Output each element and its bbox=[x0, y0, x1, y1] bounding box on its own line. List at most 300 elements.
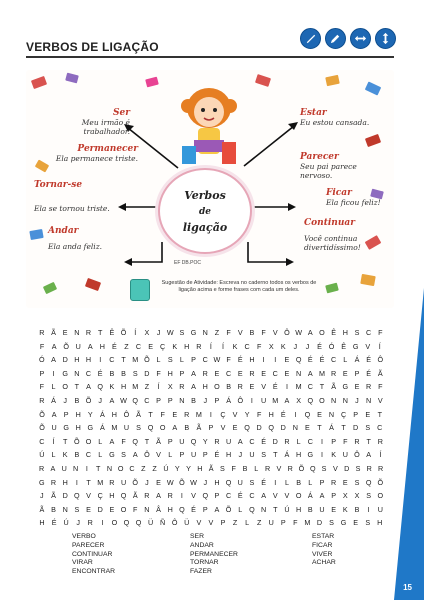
grid-letter[interactable]: Ô bbox=[354, 450, 360, 460]
grid-letter[interactable]: H bbox=[377, 518, 383, 528]
grid-letter[interactable]: R bbox=[144, 491, 150, 501]
grid-letter[interactable]: H bbox=[296, 450, 302, 460]
grid-letter[interactable]: I bbox=[209, 409, 212, 419]
grid-letter[interactable]: Ú bbox=[39, 450, 45, 460]
grid-letter[interactable]: N bbox=[202, 328, 208, 337]
grid-letter[interactable]: T bbox=[62, 436, 68, 446]
grid-letter[interactable]: E bbox=[331, 504, 337, 514]
grid-letter[interactable]: U bbox=[319, 504, 325, 514]
grid-letter[interactable]: E bbox=[342, 368, 348, 378]
grid-letter[interactable]: Ã bbox=[196, 423, 202, 433]
grid-letter[interactable]: Q bbox=[74, 491, 80, 501]
grid-letter[interactable]: J bbox=[40, 491, 44, 501]
grid-letter[interactable]: T bbox=[366, 436, 371, 446]
grid-letter[interactable]: C bbox=[331, 355, 337, 365]
grid-letter[interactable]: R bbox=[264, 463, 271, 473]
grid-letter[interactable]: T bbox=[74, 382, 80, 392]
grid-letter[interactable]: P bbox=[331, 491, 337, 501]
grid-letter[interactable]: A bbox=[237, 436, 243, 446]
grid-letter[interactable]: T bbox=[144, 436, 150, 446]
grid-letter[interactable]: A bbox=[366, 450, 372, 460]
grid-letter[interactable]: N bbox=[292, 423, 298, 433]
grid-letter[interactable]: N bbox=[328, 409, 335, 419]
grid-letter[interactable]: T bbox=[148, 409, 153, 419]
grid-letter[interactable]: C bbox=[307, 436, 313, 446]
grid-letter[interactable]: E bbox=[148, 341, 153, 351]
grid-letter[interactable]: Ô bbox=[237, 395, 244, 405]
grid-letter[interactable]: P bbox=[214, 395, 220, 405]
grid-letter[interactable]: Ã bbox=[377, 368, 383, 378]
grid-letter[interactable]: Ã bbox=[208, 463, 214, 473]
grid-letter[interactable]: Ô bbox=[171, 518, 178, 528]
grid-letter[interactable]: H bbox=[214, 477, 220, 487]
grid-letter[interactable]: F bbox=[378, 328, 383, 337]
grid-letter[interactable]: J bbox=[293, 341, 298, 351]
grid-letter[interactable]: U bbox=[225, 436, 232, 446]
grid-letter[interactable]: Q bbox=[123, 518, 130, 528]
grid-letter[interactable]: Ô bbox=[284, 328, 290, 337]
grid-letter[interactable]: J bbox=[203, 477, 208, 487]
grid-letter[interactable]: I bbox=[294, 409, 297, 419]
grid-letter[interactable]: V bbox=[86, 491, 91, 501]
grid-letter[interactable]: L bbox=[179, 355, 184, 365]
grid-letter[interactable]: Y bbox=[174, 463, 180, 473]
grid-letter[interactable]: A bbox=[51, 409, 57, 419]
grid-letter[interactable]: V bbox=[208, 518, 214, 528]
grid-letter[interactable]: D bbox=[97, 504, 103, 514]
grid-letter[interactable]: K bbox=[342, 504, 348, 514]
grid-letter[interactable]: I bbox=[99, 355, 102, 365]
grid-letter[interactable]: Ê bbox=[109, 328, 115, 337]
grid-letter[interactable]: V bbox=[272, 328, 278, 337]
grid-letter[interactable]: X bbox=[268, 341, 274, 351]
grid-letter[interactable]: Ú bbox=[63, 518, 69, 528]
grid-letter[interactable]: H bbox=[268, 409, 274, 419]
grid-letter[interactable]: D bbox=[62, 491, 68, 501]
grid-letter[interactable]: E bbox=[284, 355, 290, 365]
grid-letter[interactable]: E bbox=[342, 477, 348, 487]
grid-letter[interactable]: A bbox=[51, 341, 57, 351]
grid-letter[interactable]: M bbox=[97, 477, 104, 487]
grid-letter[interactable]: H bbox=[225, 450, 232, 460]
grid-letter[interactable]: B bbox=[191, 395, 196, 405]
grid-letter[interactable]: L bbox=[98, 450, 103, 460]
grid-letter[interactable]: Q bbox=[249, 504, 255, 514]
grid-letter[interactable]: Ã bbox=[39, 504, 45, 514]
grid-letter[interactable]: R bbox=[287, 463, 293, 473]
grid-letter[interactable]: P bbox=[39, 368, 45, 378]
grid-letter[interactable]: B bbox=[109, 368, 115, 378]
grid-letter[interactable]: W bbox=[295, 328, 303, 337]
grid-letter[interactable]: L bbox=[168, 450, 173, 460]
grid-letter[interactable]: P bbox=[208, 423, 214, 433]
grid-letter[interactable]: É bbox=[191, 504, 196, 514]
grid-letter[interactable]: O bbox=[117, 463, 124, 473]
grid-letter[interactable]: J bbox=[145, 477, 149, 487]
grid-letter[interactable]: Z bbox=[256, 518, 262, 528]
grid-letter[interactable]: A bbox=[87, 341, 93, 351]
grid-letter[interactable]: S bbox=[249, 477, 255, 487]
grid-letter[interactable]: S bbox=[329, 518, 334, 528]
grid-letter[interactable]: Z bbox=[214, 328, 220, 337]
grid-letter[interactable]: L bbox=[156, 355, 161, 365]
grid-letter[interactable]: K bbox=[331, 450, 337, 460]
grid-letter[interactable]: U bbox=[377, 504, 383, 514]
grid-letter[interactable]: Õ bbox=[120, 328, 127, 337]
grid-letter[interactable]: S bbox=[355, 463, 361, 473]
grid-letter[interactable]: C bbox=[272, 368, 278, 378]
grid-letter[interactable]: V bbox=[284, 491, 290, 501]
grid-letter[interactable]: H bbox=[249, 355, 255, 365]
grid-letter[interactable]: É bbox=[319, 355, 325, 365]
grid-letter[interactable]: N bbox=[331, 395, 337, 405]
grid-letter[interactable]: Y bbox=[202, 436, 208, 446]
grid-letter[interactable]: H bbox=[75, 423, 81, 433]
grid-letter[interactable]: Ã bbox=[132, 491, 138, 501]
grid-letter[interactable]: W bbox=[120, 395, 127, 405]
grid-letter[interactable]: R bbox=[196, 341, 202, 351]
grid-letter[interactable]: P bbox=[280, 518, 286, 528]
grid-letter[interactable]: É bbox=[366, 368, 372, 378]
grid-letter[interactable]: Ç bbox=[97, 491, 103, 501]
grid-letter[interactable]: Õ bbox=[74, 436, 80, 446]
grid-letter[interactable]: Õ bbox=[298, 463, 305, 473]
grid-letter[interactable]: É bbox=[307, 355, 313, 365]
grid-letter[interactable]: É bbox=[280, 409, 286, 419]
grid-letter[interactable]: Z bbox=[141, 463, 146, 473]
grid-letter[interactable]: Z bbox=[232, 518, 238, 528]
grid-letter[interactable]: E bbox=[353, 518, 359, 528]
grid-letter[interactable]: C bbox=[109, 355, 115, 365]
grid-letter[interactable]: R bbox=[39, 395, 45, 405]
grid-letter[interactable]: J bbox=[355, 395, 359, 405]
grid-letter[interactable]: Í bbox=[209, 341, 212, 351]
grid-letter[interactable]: E bbox=[172, 409, 178, 419]
grid-letter[interactable]: Õ bbox=[225, 504, 232, 514]
grid-letter[interactable]: O bbox=[295, 491, 302, 501]
grid-letter[interactable]: Á bbox=[284, 450, 290, 460]
grid-letter[interactable]: K bbox=[62, 450, 68, 460]
grid-letter[interactable]: Q bbox=[132, 395, 138, 405]
grid-letter[interactable]: W bbox=[166, 328, 174, 337]
grid-letter[interactable]: Õ bbox=[39, 423, 45, 433]
grid-letter[interactable]: T bbox=[95, 463, 101, 473]
grid-letter[interactable]: E bbox=[237, 368, 243, 378]
grid-letter[interactable]: R bbox=[184, 409, 190, 419]
grid-letter[interactable]: Q bbox=[132, 436, 138, 446]
grid-letter[interactable]: R bbox=[249, 368, 255, 378]
grid-letter[interactable]: E bbox=[214, 368, 220, 378]
grid-letter[interactable]: O bbox=[159, 423, 166, 433]
grid-letter[interactable]: C bbox=[307, 382, 313, 392]
grid-letter[interactable]: R bbox=[354, 436, 360, 446]
grid-letter[interactable]: P bbox=[220, 518, 226, 528]
grid-letter[interactable]: N bbox=[342, 395, 348, 405]
grid-letter[interactable]: O bbox=[319, 328, 325, 337]
grid-letter[interactable]: Õ bbox=[63, 341, 69, 351]
grid-letter[interactable]: S bbox=[74, 504, 80, 514]
grid-letter[interactable]: P bbox=[191, 355, 196, 365]
grid-letter[interactable]: F bbox=[160, 409, 165, 419]
grid-letter[interactable]: A bbox=[109, 395, 115, 405]
grid-letter[interactable]: H bbox=[202, 382, 208, 392]
grid-letter[interactable]: K bbox=[109, 382, 115, 392]
grid-letter[interactable]: E bbox=[305, 423, 310, 433]
grid-letter[interactable]: Õ bbox=[132, 477, 138, 487]
grid-letter[interactable]: L bbox=[98, 436, 103, 446]
grid-letter[interactable]: Ç bbox=[160, 341, 166, 351]
grid-letter[interactable]: L bbox=[296, 436, 301, 446]
grid-letter[interactable]: U bbox=[190, 450, 197, 460]
grid-letter[interactable]: H bbox=[109, 491, 115, 501]
grid-letter[interactable]: R bbox=[377, 463, 384, 473]
grid-letter[interactable]: B bbox=[296, 477, 302, 487]
grid-letter[interactable]: H bbox=[120, 382, 127, 392]
grid-letter[interactable]: F bbox=[343, 436, 348, 446]
grid-letter[interactable]: H bbox=[39, 518, 45, 528]
grid-letter[interactable]: Q bbox=[147, 423, 154, 433]
grid-letter[interactable]: É bbox=[237, 355, 243, 365]
grid-letter[interactable]: É bbox=[112, 341, 117, 351]
grid-letter[interactable]: É bbox=[261, 477, 266, 487]
grid-letter[interactable]: A bbox=[156, 491, 161, 501]
grid-letter[interactable]: R bbox=[237, 382, 243, 392]
grid-letter[interactable]: B bbox=[121, 368, 126, 378]
grid-letter[interactable]: Y bbox=[87, 409, 93, 419]
grid-letter[interactable]: Z bbox=[152, 463, 157, 473]
grid-letter[interactable]: N bbox=[179, 395, 185, 405]
grid-letter[interactable]: I bbox=[320, 450, 323, 460]
grid-letter[interactable]: F bbox=[39, 341, 45, 351]
grid-letter[interactable]: S bbox=[321, 463, 327, 473]
grid-letter[interactable]: D bbox=[316, 518, 323, 528]
grid-letter[interactable]: Õ bbox=[144, 355, 150, 365]
grid-letter[interactable]: F bbox=[261, 328, 266, 337]
grid-letter[interactable]: A bbox=[261, 491, 266, 501]
grid-letter[interactable]: L bbox=[308, 477, 313, 487]
grid-letter[interactable]: C bbox=[85, 450, 92, 460]
grid-letter[interactable]: L bbox=[254, 463, 259, 473]
grid-letter[interactable]: P bbox=[167, 395, 173, 405]
grid-letter[interactable]: L bbox=[343, 355, 348, 365]
grid-letter[interactable]: Ê bbox=[331, 328, 337, 337]
grid-letter[interactable]: E bbox=[86, 504, 91, 514]
grid-letter[interactable]: R bbox=[284, 436, 290, 446]
grid-letter[interactable]: N bbox=[72, 463, 79, 473]
grid-letter[interactable]: G bbox=[352, 341, 359, 351]
grid-letter[interactable]: C bbox=[129, 463, 135, 473]
grid-letter[interactable]: C bbox=[244, 341, 250, 351]
grid-letter[interactable]: V bbox=[377, 395, 383, 405]
grid-letter[interactable]: G bbox=[109, 450, 115, 460]
grid-letter[interactable]: C bbox=[225, 368, 232, 378]
grid-letter[interactable]: Q bbox=[268, 423, 275, 433]
grid-letter[interactable]: K bbox=[280, 341, 286, 351]
grid-letter[interactable]: W bbox=[166, 477, 174, 487]
grid-letter[interactable]: G bbox=[39, 477, 45, 487]
grid-letter[interactable]: T bbox=[319, 382, 325, 392]
grid-letter[interactable]: C bbox=[366, 328, 372, 337]
grid-letter[interactable]: É bbox=[261, 436, 266, 446]
grid-letter[interactable]: J bbox=[98, 395, 102, 405]
grid-letter[interactable]: T bbox=[121, 355, 126, 365]
grid-letter[interactable]: R bbox=[85, 328, 92, 337]
grid-letter[interactable]: I bbox=[367, 504, 370, 514]
grid-letter[interactable]: M bbox=[132, 355, 139, 365]
grid-letter[interactable]: E bbox=[317, 409, 322, 419]
grid-letter[interactable]: R bbox=[39, 328, 45, 337]
grid-letter[interactable]: Á bbox=[307, 491, 313, 501]
grid-letter[interactable]: T bbox=[273, 450, 278, 460]
grid-letter[interactable]: U bbox=[237, 477, 243, 487]
grid-letter[interactable]: H bbox=[99, 341, 105, 351]
grid-letter[interactable]: D bbox=[272, 436, 278, 446]
grid-letter[interactable]: H bbox=[75, 409, 81, 419]
grid-letter[interactable]: P bbox=[202, 504, 208, 514]
grid-letter[interactable]: E bbox=[365, 409, 371, 419]
grid-letter[interactable]: O bbox=[377, 491, 384, 501]
grid-letter[interactable]: O bbox=[111, 518, 118, 528]
grid-letter[interactable]: O bbox=[120, 504, 127, 514]
grid-letter[interactable]: G bbox=[190, 328, 197, 337]
grid-letter[interactable]: H bbox=[74, 355, 80, 365]
grid-letter[interactable]: É bbox=[317, 341, 322, 351]
grid-letter[interactable]: S bbox=[354, 477, 360, 487]
grid-letter[interactable]: V bbox=[276, 463, 282, 473]
grid-letter[interactable]: É bbox=[97, 368, 103, 378]
grid-letter[interactable]: O bbox=[214, 382, 220, 392]
grid-letter[interactable]: D bbox=[144, 368, 150, 378]
grid-letter[interactable]: R bbox=[202, 368, 208, 378]
grid-letter[interactable]: J bbox=[203, 395, 208, 405]
grid-letter[interactable]: C bbox=[202, 355, 208, 365]
grid-letter[interactable]: Õ bbox=[39, 409, 45, 419]
grid-letter[interactable]: Í bbox=[157, 382, 160, 392]
grid-letter[interactable]: T bbox=[86, 477, 91, 487]
grid-letter[interactable]: E bbox=[62, 328, 68, 337]
grid-letter[interactable]: V bbox=[156, 450, 161, 460]
grid-letter[interactable]: Á bbox=[99, 409, 105, 419]
grid-letter[interactable]: I bbox=[274, 477, 277, 487]
grid-letter[interactable]: L bbox=[238, 504, 243, 514]
grid-letter[interactable]: B bbox=[249, 328, 255, 337]
grid-letter[interactable]: Á bbox=[51, 395, 56, 405]
grid-letter[interactable]: G bbox=[340, 518, 347, 528]
grid-letter[interactable]: E bbox=[261, 368, 266, 378]
grid-letter[interactable]: Q bbox=[120, 491, 127, 501]
grid-letter[interactable]: Ã bbox=[331, 382, 337, 392]
grid-letter[interactable]: I bbox=[180, 491, 183, 501]
grid-letter[interactable]: Õ bbox=[377, 477, 384, 487]
grid-letter[interactable]: D bbox=[344, 463, 350, 473]
grid-letter[interactable]: S bbox=[354, 328, 360, 337]
grid-letter[interactable]: K bbox=[172, 341, 178, 351]
grid-letter[interactable]: H bbox=[342, 328, 348, 337]
grid-letter[interactable]: T bbox=[273, 504, 278, 514]
grid-letter[interactable]: F bbox=[39, 382, 45, 392]
grid-letter[interactable]: U bbox=[249, 450, 255, 460]
grid-letter[interactable]: A bbox=[307, 368, 313, 378]
grid-letter[interactable]: G bbox=[63, 423, 69, 433]
grid-letter[interactable]: N bbox=[74, 328, 80, 337]
grid-letter[interactable]: K bbox=[232, 341, 238, 351]
grid-letter[interactable]: R bbox=[167, 491, 173, 501]
grid-letter[interactable]: S bbox=[136, 423, 141, 433]
grid-letter[interactable]: V bbox=[232, 409, 238, 419]
grid-letter[interactable]: B bbox=[354, 504, 360, 514]
grid-letter[interactable]: O bbox=[319, 395, 325, 405]
grid-letter[interactable]: Q bbox=[135, 518, 142, 528]
grid-letter[interactable]: H bbox=[85, 355, 92, 365]
grid-letter[interactable]: A bbox=[172, 423, 178, 433]
grid-letter[interactable]: A bbox=[50, 463, 56, 473]
grid-letter[interactable]: Q bbox=[97, 382, 103, 392]
grid-letter[interactable]: F bbox=[133, 504, 138, 514]
grid-letter[interactable]: C bbox=[135, 341, 142, 351]
grid-letter[interactable]: Õ bbox=[179, 477, 185, 487]
grid-letter[interactable]: N bbox=[74, 368, 80, 378]
grid-letter[interactable]: U bbox=[51, 423, 57, 433]
grid-letter[interactable]: I bbox=[75, 477, 78, 487]
grid-letter[interactable]: R bbox=[377, 436, 383, 446]
grid-letter[interactable]: Ç bbox=[220, 409, 226, 419]
grid-letter[interactable]: S bbox=[167, 355, 173, 365]
grid-letter[interactable]: H bbox=[111, 409, 117, 419]
grid-letter[interactable]: Ç bbox=[340, 409, 347, 419]
grid-letter[interactable]: R bbox=[87, 518, 93, 528]
grid-letter[interactable]: Q bbox=[244, 423, 250, 433]
grid-letter[interactable]: A bbox=[191, 368, 196, 378]
grid-letter[interactable]: R bbox=[331, 368, 337, 378]
grid-letter[interactable]: A bbox=[284, 395, 290, 405]
grid-letter[interactable]: Q bbox=[309, 463, 316, 473]
grid-letter[interactable]: É bbox=[237, 491, 243, 501]
grid-letter[interactable]: Y bbox=[244, 409, 250, 419]
grid-letter[interactable]: Z bbox=[144, 382, 150, 392]
grid-letter[interactable]: S bbox=[220, 463, 225, 473]
grid-letter[interactable]: F bbox=[256, 409, 262, 419]
grid-letter[interactable]: B bbox=[226, 382, 231, 392]
grid-letter[interactable]: Á bbox=[354, 355, 360, 365]
grid-letter[interactable]: Ü bbox=[147, 518, 154, 528]
grid-letter[interactable]: R bbox=[179, 382, 185, 392]
grid-letter[interactable]: T bbox=[341, 423, 346, 433]
grid-letter[interactable]: P bbox=[167, 436, 173, 446]
grid-letter[interactable]: Ô bbox=[123, 409, 130, 419]
grid-letter[interactable]: N bbox=[106, 463, 113, 473]
grid-letter[interactable]: R bbox=[214, 436, 220, 446]
grid-letter[interactable]: Ú bbox=[284, 504, 290, 514]
grid-letter[interactable]: F bbox=[293, 518, 298, 528]
grid-letter[interactable]: P bbox=[214, 491, 220, 501]
grid-letter[interactable]: C bbox=[144, 395, 150, 405]
grid-letter[interactable]: P bbox=[179, 368, 185, 378]
grid-letter[interactable]: E bbox=[354, 382, 360, 392]
grid-letter[interactable]: V bbox=[196, 518, 202, 528]
grid-letter[interactable]: S bbox=[365, 423, 371, 433]
grid-letter[interactable]: J bbox=[156, 328, 161, 337]
grid-letter[interactable]: X bbox=[354, 491, 360, 501]
grid-letter[interactable]: M bbox=[295, 382, 302, 392]
grid-letter[interactable]: S bbox=[366, 491, 372, 501]
grid-letter[interactable]: U bbox=[342, 450, 348, 460]
grid-letter[interactable]: F bbox=[378, 382, 383, 392]
grid-letter[interactable]: N bbox=[144, 504, 150, 514]
grid-letter[interactable]: A bbox=[86, 382, 91, 392]
grid-letter[interactable]: O bbox=[85, 436, 92, 446]
grid-letter[interactable]: G bbox=[87, 423, 94, 433]
grid-letter[interactable]: U bbox=[179, 436, 185, 446]
